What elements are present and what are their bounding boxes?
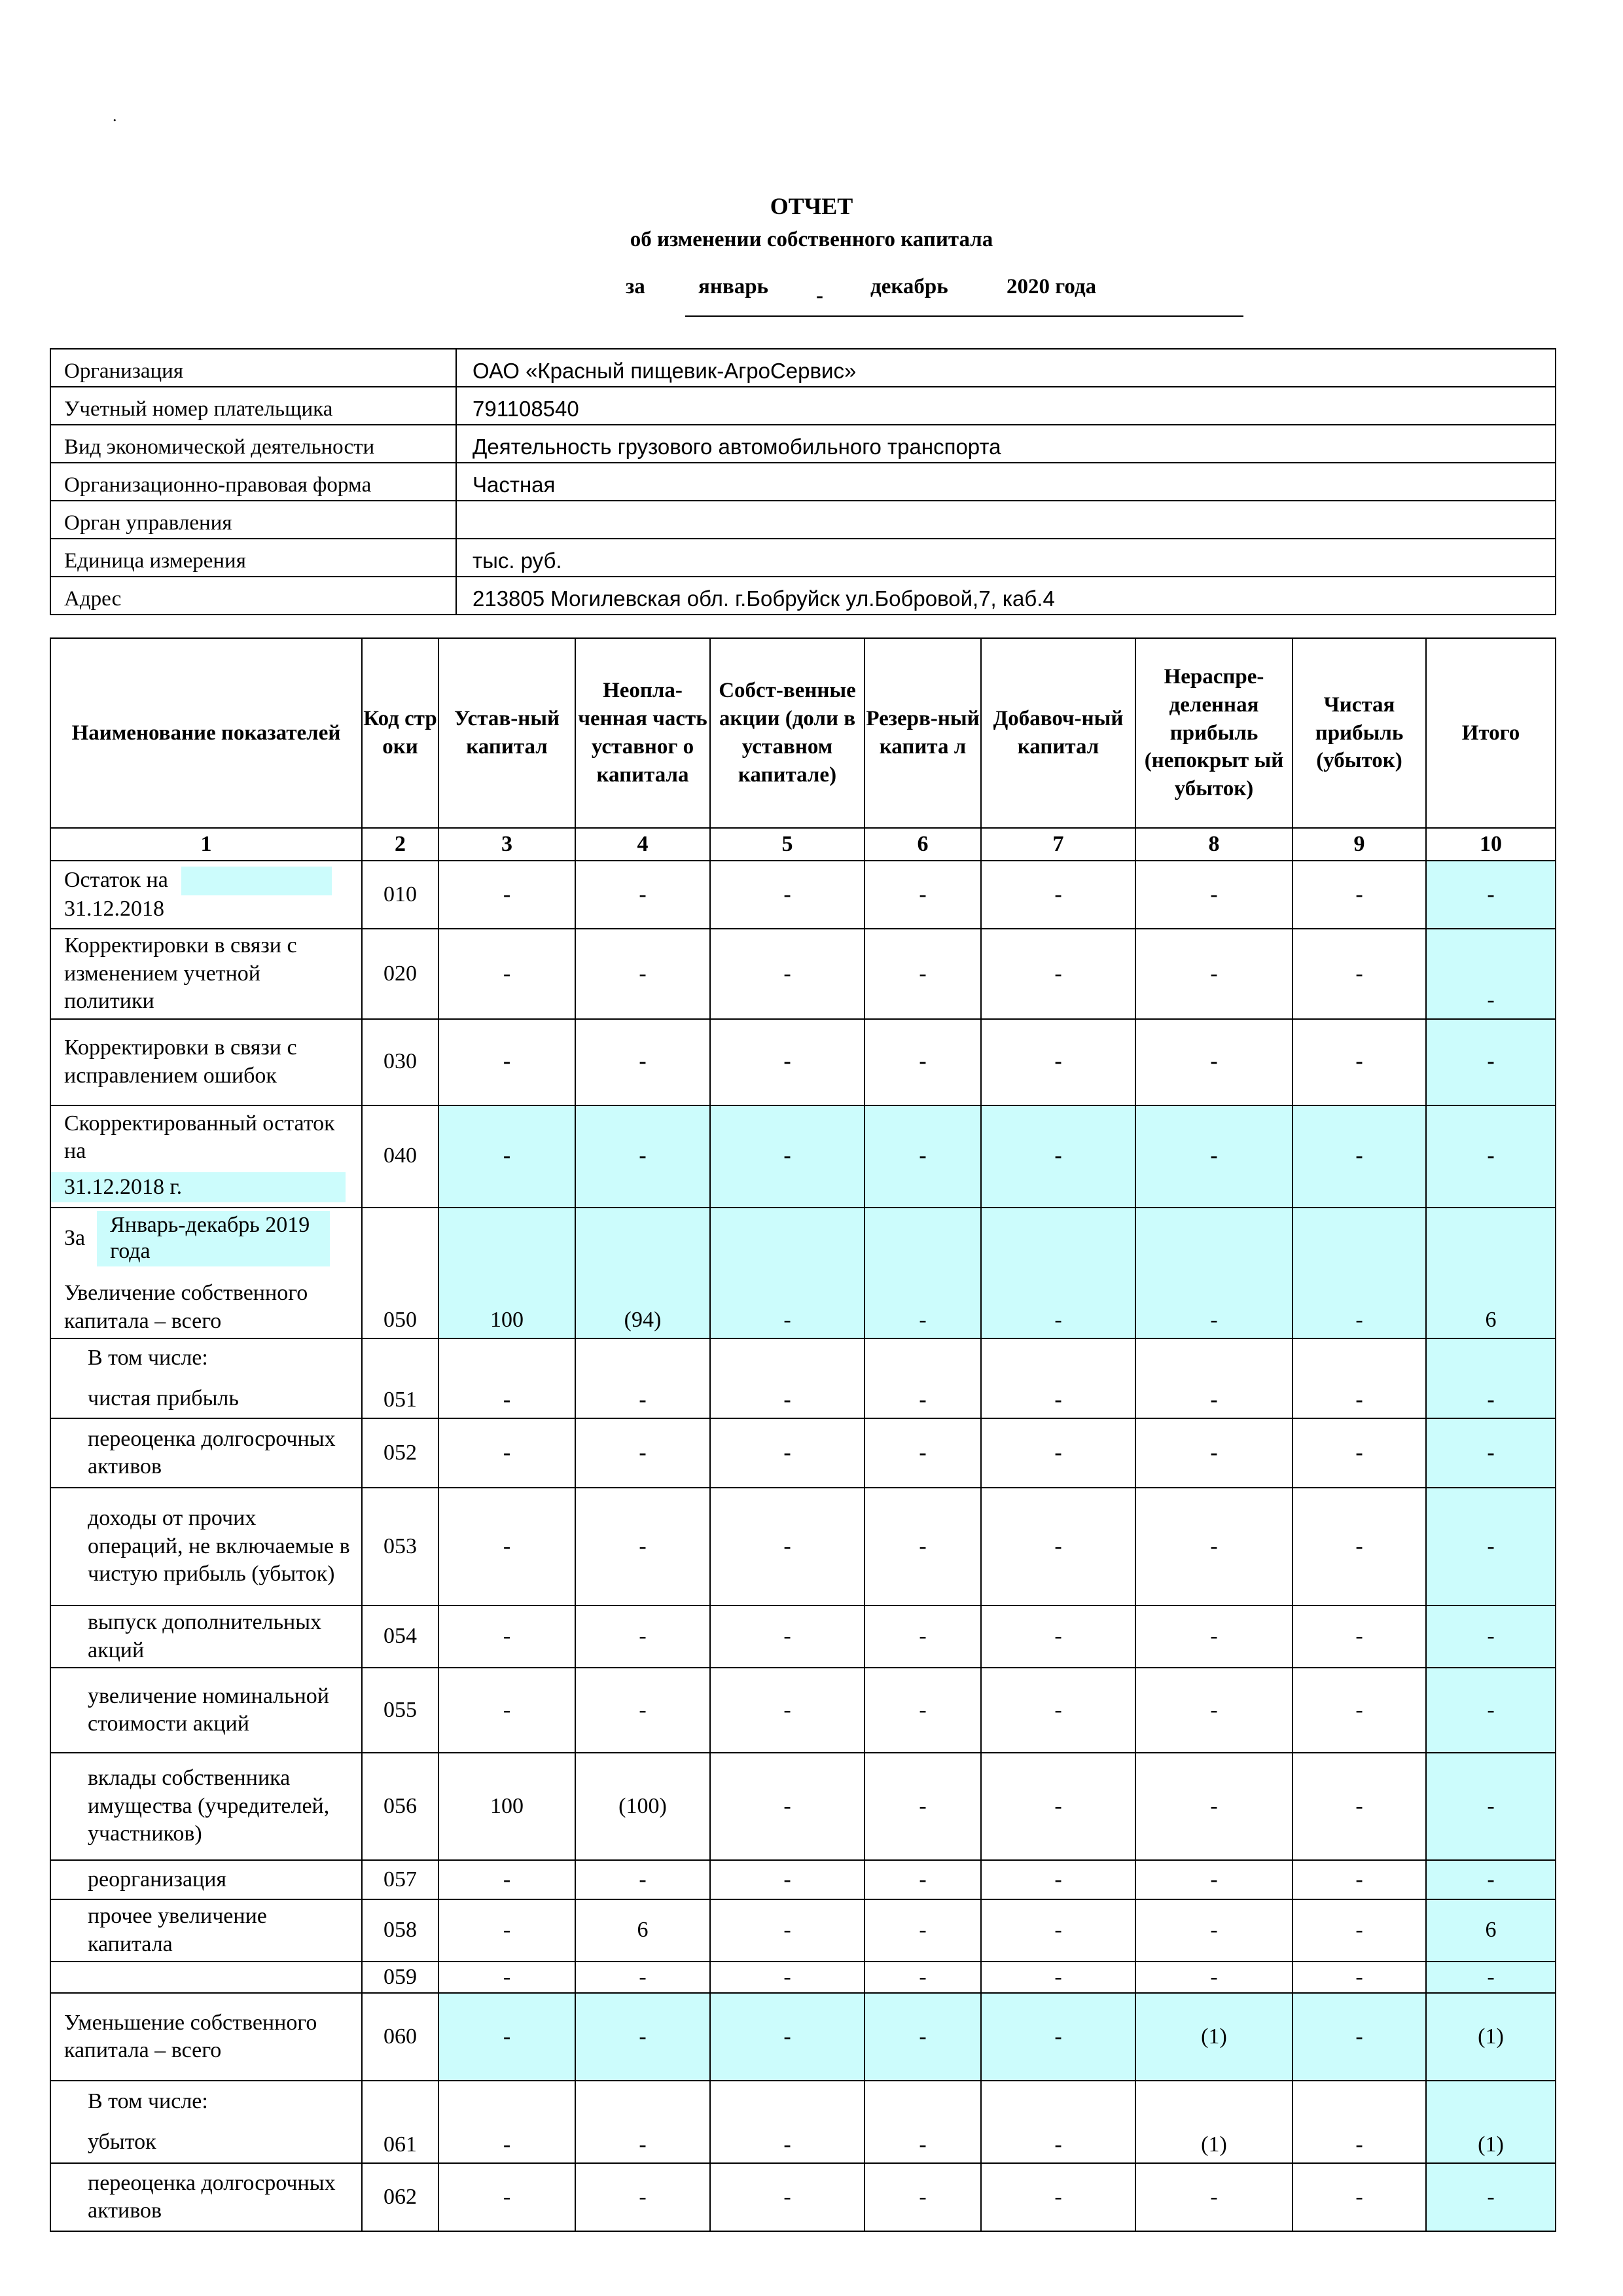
stray-dot: .: [113, 106, 117, 125]
row-label: вклады собственника имущества (учредителей, участников): [88, 1766, 330, 1846]
value-cell: -: [1293, 1962, 1426, 1993]
table-row: [50, 1338, 1556, 1418]
value-cell: -: [575, 861, 710, 929]
value-cell: -: [1293, 1753, 1426, 1860]
column-number: 6: [865, 828, 981, 861]
period-value: Январь-декабрь 2019 года: [97, 1211, 330, 1267]
value-cell: -: [981, 1993, 1135, 2081]
value-cell: -: [865, 1605, 981, 1668]
row-label: убыток: [88, 2130, 156, 2155]
value-cell: -: [438, 1605, 575, 1668]
value-cell: (1): [1426, 1993, 1556, 2081]
value-cell: -: [1426, 929, 1556, 1019]
row-name-cell: [50, 1860, 362, 1899]
period-prefix: за: [626, 275, 645, 298]
value-cell: (94): [575, 1208, 710, 1339]
header-col5: Собст-венные акции (доли в уставном капитале): [710, 638, 865, 828]
value-cell: -: [710, 1105, 865, 1208]
table-row: [50, 1899, 1556, 1962]
row-code: 020: [362, 929, 438, 1019]
value-cell: -: [1293, 861, 1426, 929]
value-cell: -: [710, 1860, 865, 1899]
row-code: 058: [362, 1899, 438, 1962]
header-col10: Итого: [1426, 638, 1556, 828]
value-cell: -: [865, 1753, 981, 1860]
value-cell: -: [438, 1668, 575, 1753]
report-title: ОТЧЕТ: [770, 193, 853, 219]
row-label: Корректировки в связи с изменением учетной политики: [64, 933, 297, 1013]
row-name-cell: [50, 1899, 362, 1962]
row-label: переоценка долгосрочных активов: [88, 1426, 336, 1479]
info-row: [50, 463, 1556, 501]
value-cell: -: [1135, 1668, 1293, 1753]
value-cell: -: [1135, 1753, 1293, 1860]
value-cell: 6: [575, 1899, 710, 1962]
value-cell: -: [981, 1488, 1135, 1605]
column-number: 7: [981, 828, 1135, 861]
value-cell: -: [710, 1019, 865, 1105]
value-cell: -: [1426, 1338, 1556, 1418]
row-date: 31.12.2018 г.: [51, 1172, 346, 1203]
row-name-cell: [50, 1338, 362, 1418]
header-code: Код стр оки: [362, 638, 438, 828]
value-cell: -: [865, 1208, 981, 1339]
info-value: Частная: [456, 463, 1556, 501]
row-name-cell: [50, 1105, 362, 1208]
value-cell: -: [710, 1899, 865, 1962]
row-name-cell: [50, 1488, 362, 1605]
row-name-cell: [50, 1019, 362, 1105]
row-label: Остаток на: [64, 867, 168, 892]
value-cell: -: [710, 1962, 865, 1993]
info-value: тыс. руб.: [456, 539, 1556, 577]
value-cell: -: [1426, 1605, 1556, 1668]
row-name-cell: [50, 1605, 362, 1668]
column-number: 8: [1135, 828, 1293, 861]
row-label: увеличение номинальной стоимости акций: [88, 1683, 329, 1736]
value-cell: -: [575, 1605, 710, 1668]
info-row: [50, 501, 1556, 539]
value-cell: -: [575, 1019, 710, 1105]
value-cell: -: [438, 1105, 575, 1208]
row-code: 059: [362, 1962, 438, 1993]
table-row: [50, 1208, 1556, 1339]
table-row: [50, 929, 1556, 1019]
value-cell: -: [438, 2163, 575, 2231]
value-cell: -: [1426, 2163, 1556, 2231]
value-cell: -: [981, 2081, 1135, 2163]
period-year: 2020 года: [1007, 275, 1097, 298]
value-cell: -: [575, 1962, 710, 1993]
value-cell: -: [1293, 1993, 1426, 2081]
value-cell: -: [1135, 929, 1293, 1019]
row-code: 057: [362, 1860, 438, 1899]
value-cell: -: [710, 1753, 865, 1860]
value-cell: -: [575, 2163, 710, 2231]
table-row: [50, 1105, 1556, 1208]
value-cell: -: [1293, 1488, 1426, 1605]
value-cell: 6: [1426, 1899, 1556, 1962]
value-cell: -: [981, 1208, 1135, 1339]
table-row: [50, 2081, 1556, 2163]
value-cell: -: [575, 1338, 710, 1418]
value-cell: -: [438, 1418, 575, 1488]
value-cell: -: [438, 929, 575, 1019]
value-cell: -: [981, 861, 1135, 929]
value-cell: -: [1426, 1753, 1556, 1860]
table-row: [50, 861, 1556, 929]
row-name-cell: [50, 2081, 362, 2163]
value-cell: -: [1135, 1019, 1293, 1105]
column-number: 9: [1293, 828, 1426, 861]
equity-changes-table: [50, 637, 1556, 2232]
row-name-cell: [50, 1668, 362, 1753]
value-cell: -: [865, 2081, 981, 2163]
info-value: Деятельность грузового автомобильного транспорта: [456, 425, 1556, 463]
value-cell: -: [710, 1668, 865, 1753]
value-cell: -: [865, 1418, 981, 1488]
value-cell: -: [865, 861, 981, 929]
value-cell: -: [981, 1899, 1135, 1962]
header-col9: Чистая прибыль (убыток): [1293, 638, 1426, 828]
value-cell: 6: [1426, 1208, 1556, 1339]
value-cell: (1): [1135, 1993, 1293, 2081]
value-cell: -: [865, 1488, 981, 1605]
row-code: 040: [362, 1105, 438, 1208]
info-value: 791108540: [456, 387, 1556, 425]
value-cell: -: [981, 1418, 1135, 1488]
value-cell: -: [710, 1993, 865, 2081]
header-col4: Неопла-ченная часть уставног о капитала: [575, 638, 710, 828]
column-number: 10: [1426, 828, 1556, 861]
value-cell: -: [710, 1488, 865, 1605]
row-label: Уменьшение собственного капитала – всего: [64, 2010, 317, 2063]
value-cell: -: [1135, 1899, 1293, 1962]
value-cell: -: [865, 1860, 981, 1899]
row-code: 054: [362, 1605, 438, 1668]
header-col8: Нераспре-деленная прибыль (непокрыт ый убыток): [1135, 638, 1293, 828]
value-cell: -: [1293, 1105, 1426, 1208]
value-cell: -: [438, 2081, 575, 2163]
value-cell: -: [1135, 1488, 1293, 1605]
row-code: 061: [362, 2081, 438, 2163]
value-cell: -: [710, 929, 865, 1019]
value-cell: -: [710, 1208, 865, 1339]
value-cell: -: [1426, 861, 1556, 929]
header-col6: Резерв-ный капита л: [865, 638, 981, 828]
row-name-cell: [50, 2163, 362, 2231]
table-row: [50, 1418, 1556, 1488]
value-cell: -: [1426, 1962, 1556, 1993]
column-number: 3: [438, 828, 575, 861]
row-label: переоценка долгосрочных активов: [88, 2170, 336, 2223]
row-code: 056: [362, 1753, 438, 1860]
column-number: 1: [50, 828, 362, 861]
value-cell: -: [1135, 1962, 1293, 1993]
value-cell: -: [1135, 2163, 1293, 2231]
value-cell: -: [438, 1860, 575, 1899]
value-cell: -: [438, 1019, 575, 1105]
info-label: Вид экономической деятельности: [50, 425, 456, 463]
value-cell: -: [575, 1418, 710, 1488]
value-cell: -: [981, 1605, 1135, 1668]
value-cell: -: [438, 1962, 575, 1993]
row-code: 052: [362, 1418, 438, 1488]
value-cell: -: [981, 1962, 1135, 1993]
value-cell: -: [710, 1418, 865, 1488]
row-name-cell: [50, 1753, 362, 1860]
row-label: доходы от прочих операций, не включаемые в чистую прибыль (убыток): [88, 1506, 350, 1587]
table-row: [50, 1860, 1556, 1899]
value-cell: -: [1293, 1418, 1426, 1488]
value-cell: -: [981, 1668, 1135, 1753]
value-cell: -: [981, 1753, 1135, 1860]
value-cell: -: [1293, 929, 1426, 1019]
info-label: Учетный номер плательщика: [50, 387, 456, 425]
row-name-cell: [50, 861, 362, 929]
row-code: 010: [362, 861, 438, 929]
value-cell: -: [710, 2163, 865, 2231]
value-cell: -: [865, 929, 981, 1019]
table-row: [50, 1993, 1556, 2081]
value-cell: -: [1426, 1019, 1556, 1105]
info-value: 213805 Могилевская обл. г.Бобруйск ул.Бобровой,7, каб.4: [456, 577, 1556, 615]
value-cell: -: [1293, 1668, 1426, 1753]
value-cell: -: [575, 1668, 710, 1753]
value-cell: -: [1293, 2081, 1426, 2163]
info-label: Организация: [50, 349, 456, 387]
value-cell: -: [710, 1338, 865, 1418]
row-code: 055: [362, 1668, 438, 1753]
row-code: 030: [362, 1019, 438, 1105]
value-cell: -: [438, 861, 575, 929]
value-cell: -: [575, 1488, 710, 1605]
table-row: [50, 1753, 1556, 1860]
row-name-cell: [50, 1993, 362, 2081]
value-cell: -: [865, 1019, 981, 1105]
value-cell: -: [865, 1338, 981, 1418]
value-cell: -: [710, 2081, 865, 2163]
row-prefix: В том числе:: [88, 2089, 208, 2113]
value-cell: -: [438, 1993, 575, 2081]
value-cell: -: [1426, 1488, 1556, 1605]
value-cell: -: [1293, 1208, 1426, 1339]
header-row: [50, 638, 1556, 828]
period-label: За: [64, 1226, 86, 1251]
report-subtitle: об изменении собственного капитала: [630, 228, 993, 251]
column-numbers-row: [50, 828, 1556, 861]
value-cell: -: [1293, 1019, 1426, 1105]
row-name-cell: [50, 1962, 362, 1993]
value-cell: -: [981, 2163, 1135, 2231]
table-row: [50, 1668, 1556, 1753]
value-cell: -: [1426, 1668, 1556, 1753]
info-value: [456, 501, 1556, 539]
column-number: 5: [710, 828, 865, 861]
info-label: Орган управления: [50, 501, 456, 539]
row-name-cell: [50, 929, 362, 1019]
value-cell: -: [1135, 1105, 1293, 1208]
value-cell: -: [575, 1105, 710, 1208]
column-number: 4: [575, 828, 710, 861]
info-label: Адрес: [50, 577, 456, 615]
row-label: реорганизация: [88, 1867, 227, 1892]
value-cell: -: [710, 1605, 865, 1668]
value-cell: -: [1426, 1105, 1556, 1208]
value-cell: -: [865, 2163, 981, 2231]
value-cell: 100: [438, 1208, 575, 1339]
value-cell: (100): [575, 1753, 710, 1860]
info-value: ОАО «Красный пищевик-АгроСервис»: [456, 349, 1556, 387]
value-cell: -: [1135, 1208, 1293, 1339]
row-label: выпуск дополнительных акций: [88, 1610, 322, 1662]
info-row: [50, 387, 1556, 425]
period-underline: [685, 315, 1243, 317]
header-col3: Устав-ный капитал: [438, 638, 575, 828]
value-cell: 100: [438, 1753, 575, 1860]
table-row: [50, 1488, 1556, 1605]
row-label: Скорректированный остаток на: [64, 1111, 335, 1164]
value-cell: -: [1135, 1418, 1293, 1488]
info-row: [50, 349, 1556, 387]
value-cell: -: [865, 1899, 981, 1962]
header-name: Наименование показателей: [50, 638, 362, 828]
info-row: [50, 577, 1556, 615]
value-cell: -: [438, 1488, 575, 1605]
value-cell: -: [1293, 1860, 1426, 1899]
value-cell: -: [1293, 2163, 1426, 2231]
table-row: [50, 1019, 1556, 1105]
value-cell: -: [981, 929, 1135, 1019]
header-col7: Добавоч-ный капитал: [981, 638, 1135, 828]
period-dash: -: [816, 284, 823, 308]
value-cell: -: [981, 1105, 1135, 1208]
value-cell: -: [1135, 1338, 1293, 1418]
value-cell: -: [865, 1105, 981, 1208]
value-cell: -: [1135, 1605, 1293, 1668]
row-label: Корректировки в связи с исправлением ошибок: [64, 1035, 297, 1088]
period-to: декабрь: [870, 275, 948, 298]
period-from: январь: [698, 275, 768, 298]
value-cell: -: [1426, 1418, 1556, 1488]
value-cell: (1): [1426, 2081, 1556, 2163]
value-cell: -: [865, 1993, 981, 2081]
row-code: 062: [362, 2163, 438, 2231]
value-cell: -: [438, 1338, 575, 1418]
value-cell: -: [575, 2081, 710, 2163]
row-code: 050: [362, 1208, 438, 1339]
table-row: [50, 1605, 1556, 1668]
value-cell: -: [981, 1860, 1135, 1899]
row-code: 051: [362, 1338, 438, 1418]
info-row: [50, 539, 1556, 577]
value-cell: -: [1135, 1860, 1293, 1899]
row-code: 060: [362, 1993, 438, 2081]
info-label: Единица измерения: [50, 539, 456, 577]
value-cell: -: [575, 929, 710, 1019]
row-label: прочее увеличение капитала: [88, 1904, 267, 1956]
value-cell: -: [981, 1338, 1135, 1418]
column-number: 2: [362, 828, 438, 861]
value-cell: (1): [1135, 2081, 1293, 2163]
organization-info-table: [50, 348, 1556, 615]
value-cell: -: [1426, 1860, 1556, 1899]
row-code: 053: [362, 1488, 438, 1605]
row-name-cell: [50, 1208, 362, 1339]
table-row: [50, 2163, 1556, 2231]
value-cell: -: [1293, 1899, 1426, 1962]
table-row: [50, 1962, 1556, 1993]
value-cell: -: [710, 861, 865, 929]
info-label: Организационно-правовая форма: [50, 463, 456, 501]
row-name-cell: [50, 1418, 362, 1488]
value-cell: -: [1293, 1338, 1426, 1418]
info-row: [50, 425, 1556, 463]
row-label: чистая прибыль: [88, 1386, 239, 1411]
value-cell: -: [981, 1019, 1135, 1105]
value-cell: -: [575, 1860, 710, 1899]
value-cell: -: [1293, 1605, 1426, 1668]
value-cell: -: [1135, 861, 1293, 929]
value-cell: -: [438, 1899, 575, 1962]
row-date: 31.12.2018: [64, 896, 164, 921]
row-prefix: В том числе:: [88, 1345, 208, 1370]
value-cell: -: [865, 1962, 981, 1993]
row-label: Увеличение собственного капитала – всего: [64, 1281, 308, 1333]
value-cell: -: [865, 1668, 981, 1753]
value-cell: -: [575, 1993, 710, 2081]
